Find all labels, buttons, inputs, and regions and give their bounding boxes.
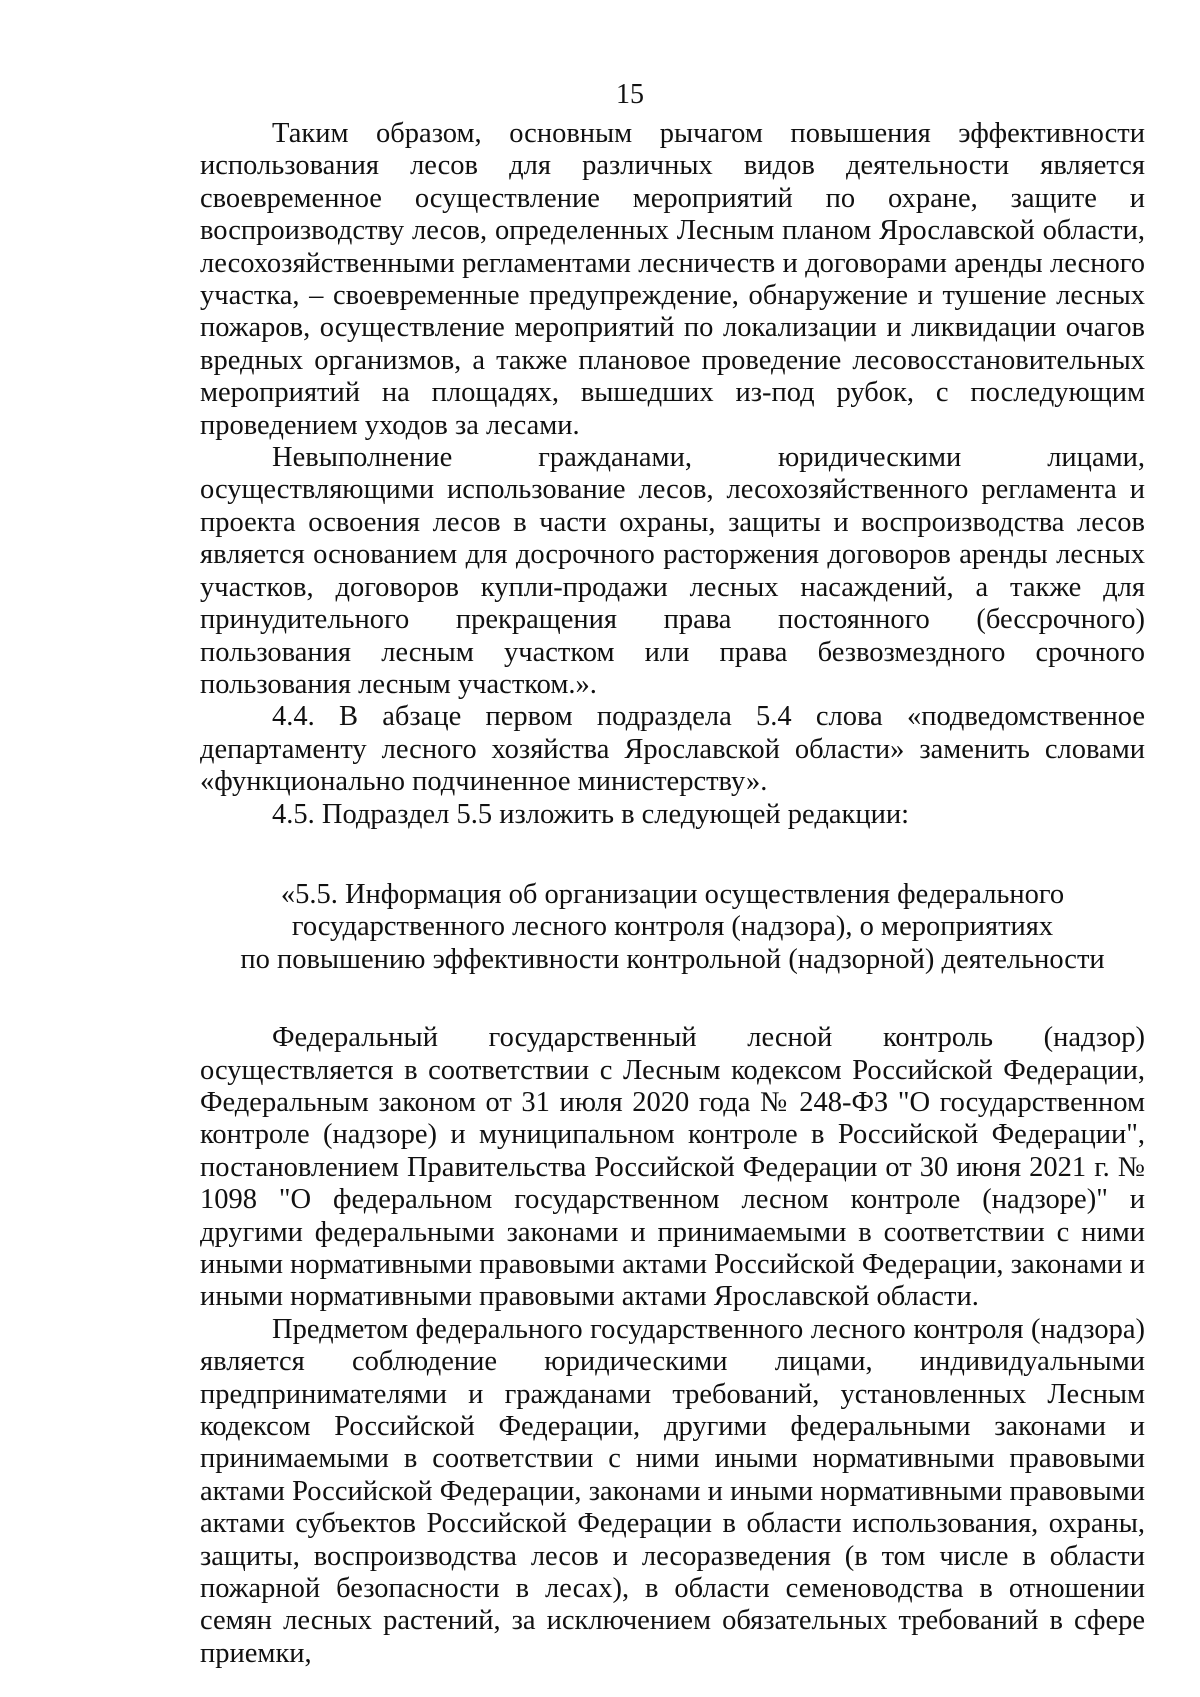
heading-line: государственного лесного контроля (надзора), о мероприятиях [291,911,1054,943]
paragraph-control-subject: Предметом федерального государственного лесного контроля (надзора) является соблюдение юридическими лицами, индивидуальными предпринимателями и гражданами требований, установленных Лесным кодексом Российской Федерации, другими федеральными законами и принимаемыми в соответствии с ними иными нормативными правовыми актами Российской Федерации, законами и иными нормативными правовыми актами субъектов Российской Федерации в области использования, охраны, защиты, воспроизводства лесов и лесоразведения (в том числе в области пожарной безопасности в лесах), в области семеноводства в отношении семян лесных растений, за исключением обязательных требований в сфере приемки, [200,1313,1145,1669]
paragraph-item-4-4: 4.4. В абзаце первом подраздела 5.4 слова «подведомственное департаменту лесного хозяйства Ярославской области» заменить словами «функционально подчиненное министерству». [200,701,1145,798]
section-heading-5-5 [200,879,1145,976]
paragraph-non-compliance: Невыполнение гражданами, юридическими лицами, осуществляющими использование лесов, лесохозяйственного регламента и проекта освоения лесов в части охраны, защиты и воспроизводства лесов является основанием для досрочного расторжения договоров аренды лесных участков, договоров купли-продажи лесных насаждений, а также для принудительного прекращения права постоянного (бессрочного) пользования лесным участком или права безвозмездного срочного пользования лесным участком.». [200,442,1145,700]
heading-line: «5.5. Информация об организации осуществления федерального [280,878,1065,910]
paragraph-legal-basis: Федеральный государственный лесной контроль (надзор) осуществляется в соответствии с Лесным кодексом Российской Федерации, Федеральным законом от 31 июля 2020 года № 248-ФЗ "О государственном контроле (надзоре) и муниципальном контроле в Российской Федерации", постановлением Правительства Российской Федерации от 30 июня 2021 г. № 1098 "О федеральном государственном лесном контроле (надзоре)" и другими федеральными законами и принимаемыми в соответствии с ними иными нормативными правовыми актами Российской Федерации, законами и иными нормативными правовыми актами Ярославской области. [200,1022,1145,1313]
heading-line: по повышению эффективности контрольной (надзорной) деятельности [240,943,1105,975]
paragraph-item-4-5: 4.5. Подраздел 5.5 изложить в следующей редакции: [272,798,910,830]
paragraph-conclusion: Таким образом, основным рычагом повышения эффективности использования лесов для различных видов деятельности является своевременное осуществление мероприятий по охране, защите и воспроизводству лесов, определенных Лесным планом Ярославской области, лесохозяйственными регламентами лесничеств и договорами аренды лесного участка, – своевременные предупреждение, обнаружение и тушение лесных пожаров, осуществление мероприятий по локализации и ликвидации очагов вредных организмов, а также плановое проведение лесовосстановительных мероприятий на площадях, вышедших из-под рубок, с последующим проведением уходов за лесами. [200,118,1145,441]
document-body [200,118,1145,1670]
page-number: 15 [616,79,644,110]
